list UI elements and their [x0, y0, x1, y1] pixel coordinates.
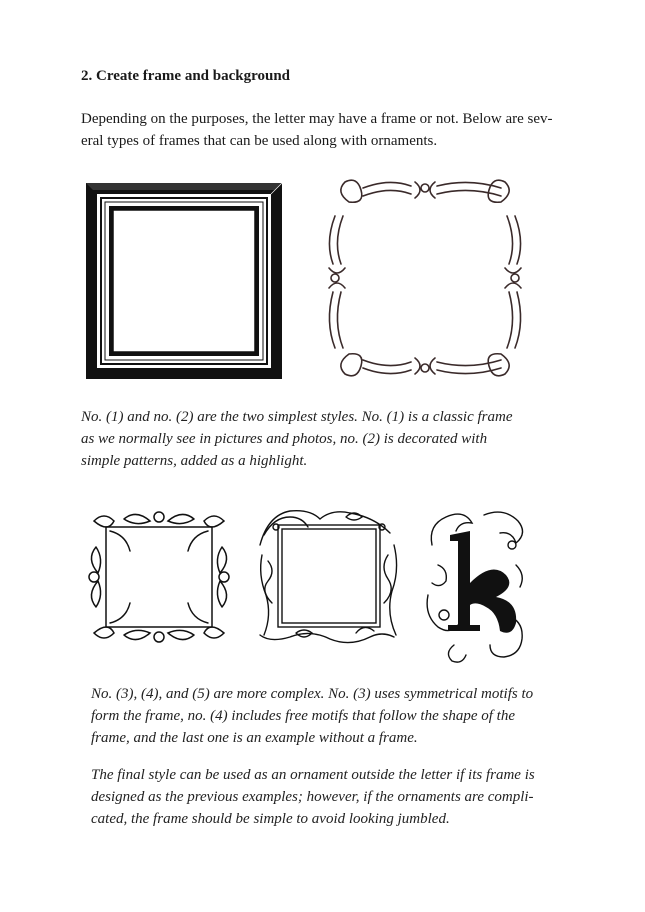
figure-4-free-motif-frame	[256, 505, 400, 645]
caption-final-style	[91, 764, 571, 830]
figure-3-symmetrical-frame	[84, 507, 234, 647]
figure-2-pattern-frame	[319, 172, 531, 384]
intro-paragraph	[81, 108, 566, 152]
caption-line: No. (3), (4), and (5) are more complex. No. (3) uses symmetrical motifs to	[91, 686, 534, 702]
caption-line: as we normally see in pictures and photos, no. (2) is decorated with	[81, 431, 488, 447]
intro-line: eral types of frames that can be used along with ornaments.	[81, 133, 438, 149]
caption-line: cated, the frame should be simple to avoid looking jumbled.	[91, 811, 450, 827]
figure-5-ornamented-letter	[424, 505, 530, 665]
caption-line: form the frame, no. (4) includes free motifs that follow the shape of the	[91, 708, 515, 724]
caption-line: simple patterns, added as a highlight.	[81, 453, 308, 469]
caption-line: designed as the previous examples; however, if the ornaments are compli-	[91, 789, 534, 805]
caption-line: No. (1) and no. (2) are the two simplest styles. No. (1) is a classic frame	[81, 409, 513, 425]
caption-line: frame, and the last one is an example without a frame.	[91, 730, 418, 746]
figure-1-classic-frame	[85, 182, 285, 382]
caption-figures-1-2	[81, 406, 561, 472]
intro-line: Depending on the purposes, the letter may have a frame or not. Below are sev-	[81, 111, 553, 127]
caption-figures-3-4-5	[91, 683, 571, 749]
caption-line: The final style can be used as an ornament outside the letter if its frame is	[91, 767, 535, 783]
section-heading: 2. Create frame and background	[81, 68, 291, 84]
